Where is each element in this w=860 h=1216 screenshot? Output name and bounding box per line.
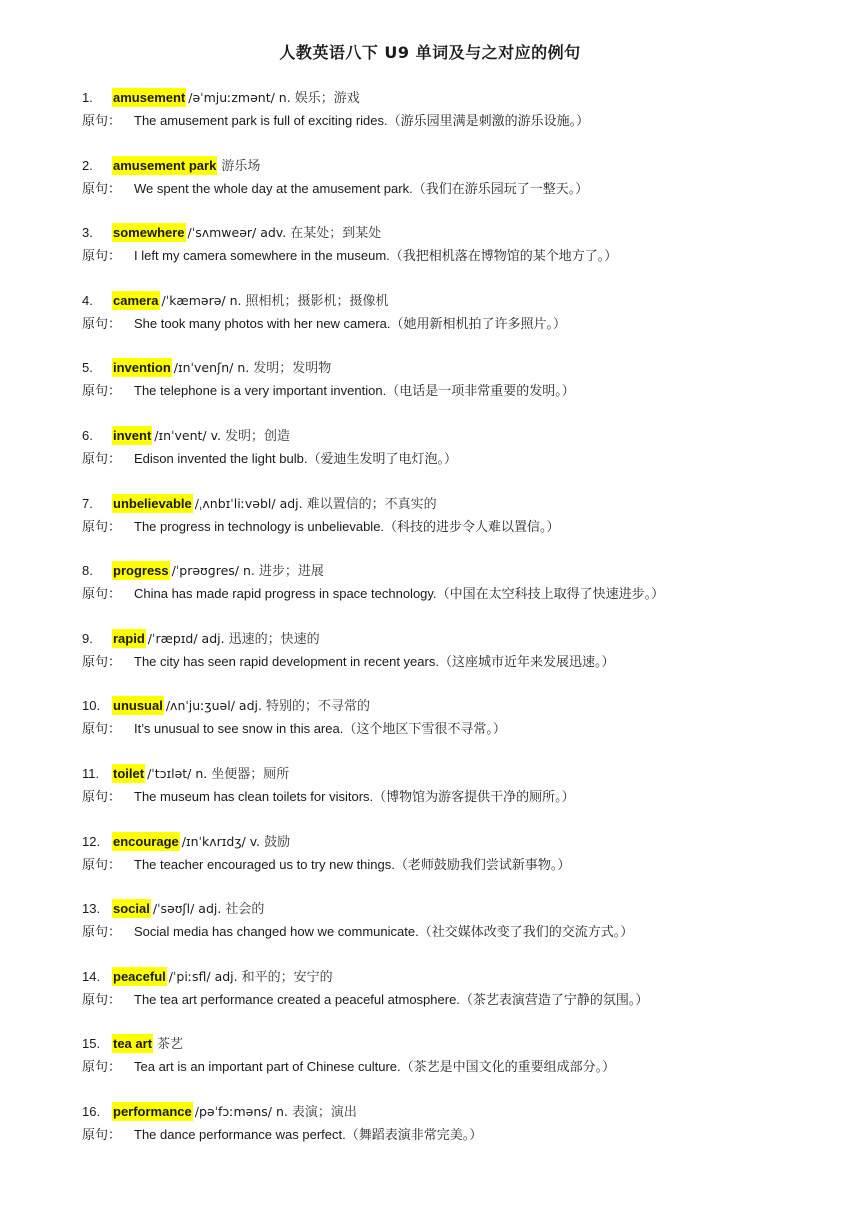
entry-meaning: 进步；进展 — [258, 564, 324, 580]
entry-pronunciation: /ɪnˈvent/ v. — [154, 428, 222, 443]
entry-example-line — [82, 448, 822, 470]
entry-example-line — [82, 583, 822, 605]
entry-word-line — [82, 87, 822, 109]
example-sentence: We spent the whole day at the amusement park. — [134, 180, 413, 196]
entry-word: unbelievable — [113, 495, 192, 511]
entry-number: 10. — [82, 698, 101, 714]
entry-word: progress — [113, 563, 169, 579]
entry-pronunciation: /ˈkæmərə/ n. — [161, 292, 242, 308]
entry-word: tea art — [113, 1036, 153, 1052]
entry-example-line — [82, 718, 822, 740]
example-sentence: Tea art is an important part of Chinese culture. — [134, 1059, 401, 1075]
example-translation: （这座城市近年来发展迅速。） — [438, 654, 615, 670]
entry-meaning: 游乐场 — [221, 158, 261, 174]
example-translation: （舞蹈表演非常完美。） — [345, 1128, 483, 1143]
entry-number: 8. — [82, 563, 93, 579]
example-sentence: It’s unusual to see snow in this area. — [134, 721, 344, 737]
example-translation: （我把相机落在博物馆的某个地方了。） — [389, 249, 618, 265]
vocabulary-entry — [82, 222, 822, 267]
entry-word: toilet — [113, 766, 145, 781]
vocabulary-entry — [82, 831, 822, 876]
entry-example-line — [82, 245, 822, 267]
example-sentence: The tea art performance created a peaceful atmosphere. — [134, 991, 460, 1007]
vocabulary-entry — [82, 87, 822, 132]
example-translation: （老师鼓励我们尝试新事物。） — [394, 857, 571, 873]
entry-number: 9. — [82, 630, 93, 646]
entry-meaning: 发明；创造 — [225, 429, 291, 444]
entry-meaning: 表演；演出 — [291, 1105, 357, 1120]
entry-word: encourage — [113, 833, 179, 849]
example-label: 原句： — [82, 790, 122, 805]
entry-number: 14. — [82, 968, 101, 984]
entry-example-line — [82, 380, 822, 402]
entry-pronunciation: /ˈprəʊɡres/ n. — [171, 563, 255, 579]
vocabulary-entry — [82, 425, 822, 470]
entry-number: 15. — [82, 1036, 101, 1052]
entry-number: 4. — [82, 292, 93, 308]
entry-word-line — [82, 966, 822, 988]
entry-word-line — [82, 628, 822, 650]
document-title: 人教英语八下 U9 单词及与之对应的例句 — [279, 43, 581, 62]
example-translation: （这个地区下雪很不寻常。） — [343, 722, 506, 738]
entry-meaning: 茶艺 — [157, 1037, 184, 1053]
entry-pronunciation: /ɪnˈkʌrɪdʒ/ v. — [181, 833, 261, 849]
example-sentence: The progress in technology is unbelievable. — [134, 518, 385, 534]
entry-example-line — [82, 989, 822, 1011]
example-label: 原句： — [82, 587, 122, 603]
entry-word: unusual — [113, 698, 163, 714]
example-label: 原句： — [82, 114, 122, 129]
entry-meaning: 发明；发明物 — [253, 361, 332, 377]
entry-word-line — [82, 898, 822, 920]
vocabulary-entry — [82, 966, 822, 1011]
entry-word: social — [113, 901, 150, 917]
entry-pronunciation: /ˈpiːsfl/ adj. — [168, 968, 238, 984]
example-sentence: She took many photos with her new camera. — [134, 315, 391, 331]
entry-word-line — [82, 763, 822, 785]
entry-word: rapid — [113, 630, 145, 646]
entry-number: 11. — [82, 766, 100, 781]
vocabulary-entry — [82, 763, 822, 808]
entry-pronunciation: /ˈtɔɪlət/ n. — [147, 766, 208, 781]
example-label: 原句： — [82, 181, 122, 197]
example-sentence: The teacher encouraged us to try new things. — [134, 856, 395, 872]
example-sentence: China has made rapid progress in space technology. — [134, 586, 437, 602]
entry-example-line — [82, 178, 822, 200]
example-label: 原句： — [82, 384, 122, 400]
example-sentence: I left my camera somewhere in the museum. — [134, 248, 390, 264]
entry-word: invention — [113, 360, 171, 376]
entry-pronunciation: /ˈræpɪd/ adj. — [147, 630, 225, 646]
entry-pronunciation: /ʌnˈjuːʒuəl/ adj. — [165, 698, 262, 714]
example-translation: （爱迪生发明了电灯泡。） — [307, 452, 457, 467]
entry-meaning: 特别的；不寻常的 — [265, 699, 370, 715]
example-translation: （茶艺是中国文化的重要组成部分。） — [400, 1060, 616, 1076]
entry-pronunciation: /ˈsəʊʃl/ adj. — [152, 901, 222, 917]
entry-pronunciation: /ˈsʌmweər/ adv. — [187, 225, 287, 241]
entry-word-line — [82, 290, 822, 312]
entry-meaning: 社会的 — [225, 902, 265, 918]
example-sentence: The city has seen rapid development in recent years. — [134, 653, 439, 669]
entry-meaning: 迅速的；快速的 — [228, 631, 320, 647]
example-sentence: Edison invented the light bulb. — [134, 451, 308, 466]
entry-pronunciation: /ˌʌnbɪˈliːvəbl/ adj. — [194, 495, 303, 511]
entry-pronunciation: /əˈmjuːzmənt/ n. — [188, 90, 291, 105]
entry-word-line — [82, 493, 822, 515]
entry-word-line — [82, 357, 822, 379]
entry-word: amusement park — [113, 157, 217, 173]
entry-meaning: 坐便器；厕所 — [211, 767, 290, 782]
entry-example-line — [82, 651, 822, 673]
example-label: 原句： — [82, 316, 122, 332]
entry-number: 6. — [82, 428, 93, 443]
example-translation: （社交媒体改变了我们的交流方式。） — [418, 925, 634, 941]
example-label: 原句： — [82, 654, 122, 670]
entry-meaning: 照相机；摄影机；摄像机 — [245, 293, 389, 309]
vocabulary-entry — [82, 290, 822, 335]
example-translation: （博物馆为游客提供干净的厕所。） — [373, 790, 575, 805]
entry-word-line — [82, 695, 822, 717]
example-label: 原句： — [82, 1128, 122, 1143]
example-label: 原句： — [82, 722, 122, 738]
vocabulary-entry — [82, 628, 822, 673]
entry-example-line — [82, 854, 822, 876]
entry-word-line — [82, 222, 822, 244]
vocabulary-entry — [82, 493, 822, 538]
example-label: 原句： — [82, 925, 122, 941]
entry-number: 1. — [82, 90, 93, 105]
example-label: 原句： — [82, 249, 122, 265]
entry-meaning: 难以置信的；不真实的 — [306, 496, 437, 512]
example-sentence: The telephone is a very important invention. — [134, 383, 387, 399]
entry-word-line — [82, 831, 822, 853]
entry-number: 13. — [82, 901, 101, 917]
example-label: 原句： — [82, 857, 122, 873]
entry-meaning: 鼓励 — [264, 834, 291, 850]
example-translation: （游乐园里满是刺激的游乐设施。） — [387, 114, 590, 129]
entry-pronunciation: /pəˈfɔːməns/ n. — [194, 1104, 288, 1119]
entry-word: invent — [113, 428, 152, 443]
entry-number: 2. — [82, 157, 93, 173]
entry-meaning: 娱乐；游戏 — [294, 91, 360, 106]
entry-word-line — [82, 1101, 822, 1123]
entry-word: camera — [113, 292, 159, 308]
vocabulary-entry — [82, 1033, 822, 1078]
entry-number: 16. — [82, 1104, 101, 1119]
entry-word: peaceful — [113, 968, 166, 984]
example-label: 原句： — [82, 1060, 122, 1076]
example-sentence: Social media has changed how we communicate. — [134, 924, 419, 940]
example-label: 原句： — [82, 992, 122, 1008]
entry-example-line — [82, 921, 822, 943]
entry-pronunciation: /ɪnˈvenʃn/ n. — [173, 360, 250, 376]
entry-word: performance — [113, 1104, 192, 1119]
entry-example-line — [82, 786, 822, 808]
example-translation: （电话是一项非常重要的发明。） — [386, 384, 575, 400]
entry-example-line — [82, 110, 822, 132]
entry-number: 5. — [82, 360, 93, 376]
example-translation: （我们在游乐园玩了一整天。） — [412, 181, 589, 197]
example-translation: （茶艺表演营造了宁静的氛围。） — [459, 992, 649, 1008]
example-translation: （科技的进步令人难以置信。） — [384, 519, 560, 535]
vocabulary-entry — [82, 1101, 822, 1146]
entry-word: amusement — [113, 90, 186, 105]
entry-word-line — [82, 1033, 822, 1055]
entry-number: 3. — [82, 225, 93, 241]
entry-word-line — [82, 155, 822, 177]
example-label: 原句： — [82, 519, 122, 535]
entry-number: 7. — [82, 495, 93, 511]
entry-number: 12. — [82, 833, 101, 849]
entry-example-line — [82, 1056, 822, 1078]
vocabulary-entry — [82, 695, 822, 740]
vocabulary-entry — [82, 357, 822, 402]
example-label: 原句： — [82, 452, 122, 467]
vocabulary-entry — [82, 560, 822, 605]
example-sentence: The dance performance was perfect. — [134, 1127, 346, 1142]
entry-meaning: 和平的；安宁的 — [241, 969, 333, 985]
example-sentence: The museum has clean toilets for visitors. — [134, 789, 374, 804]
vocabulary-entry — [82, 155, 822, 200]
entry-word-line — [82, 560, 822, 582]
entry-example-line — [82, 1124, 822, 1146]
example-translation: （她用新相机拍了许多照片。） — [390, 316, 567, 332]
example-sentence: The amusement park is full of exciting rides. — [134, 113, 388, 128]
example-translation: （中国在太空科技上取得了快速进步。） — [436, 587, 665, 603]
entry-example-line — [82, 516, 822, 538]
entry-example-line — [82, 313, 822, 335]
entry-meaning: 在某处；到某处 — [290, 226, 382, 242]
entry-word: somewhere — [113, 225, 185, 241]
vocabulary-entry — [82, 898, 822, 943]
entry-word-line — [82, 425, 822, 447]
